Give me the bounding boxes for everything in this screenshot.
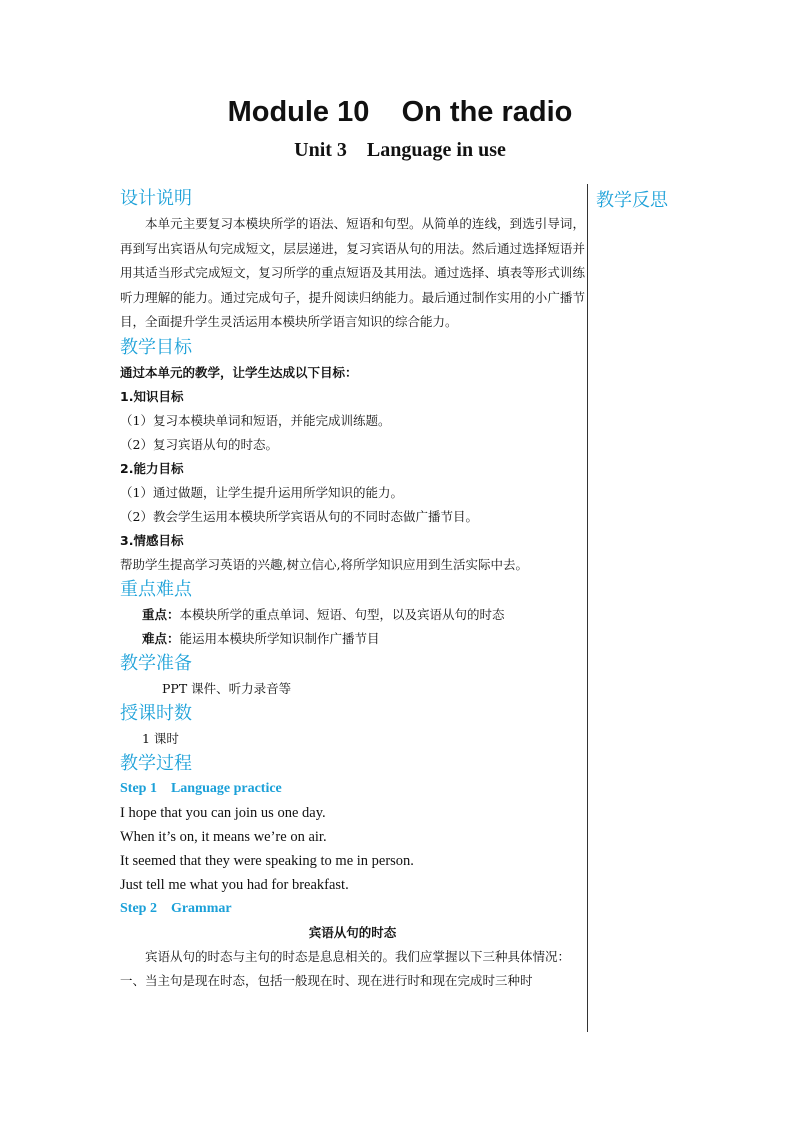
knowledge-goal-item: （2）复习宾语从句的时态。: [120, 436, 278, 452]
step2-heading: Step 2 Grammar: [120, 900, 232, 916]
key-point-text: 本模块所学的重点单词、短语、句型，以及宾语从句的时态: [179, 606, 505, 622]
grammar-paragraph: 宾语从句的时态与主句的时态是息息相关的。我们应掌握以下三种具体情况：: [145, 948, 571, 964]
page-subtitle: Unit 3 Language in use: [294, 139, 506, 161]
design-heading: 设计说明: [120, 188, 192, 209]
step1-heading: Step 1 Language practice: [120, 780, 282, 796]
main-column: [120, 186, 585, 993]
page-title: Module 10 On the radio: [227, 96, 573, 128]
key-point: [120, 603, 585, 627]
key-point-label: 重点：: [142, 606, 180, 622]
emotion-goal-text: 帮助学生提高学习英语的兴趣,树立信心,将所学知识应用到生活实际中去。: [120, 556, 528, 572]
difficult-point-text: 能运用本模块所学知识制作广播节目: [179, 630, 380, 646]
hours-text: 1 课时: [142, 730, 179, 746]
process-heading: 教学过程: [120, 752, 192, 774]
ability-goal-item: （1）通过做题，让学生提升运用所学知识的能力。: [120, 484, 403, 500]
goals-heading: 教学目标: [120, 336, 192, 358]
prep-heading: 教学准备: [120, 652, 192, 674]
practice-sentence: Just tell me what you had for breakfast.: [120, 876, 349, 893]
prep-text: PPT 课件、听力录音等: [162, 680, 292, 696]
ability-goal-title: 2.能力目标: [120, 460, 184, 476]
column-divider: [587, 184, 588, 1032]
design-paragraph: 本单元主要复习本模块所学的语法、短语和句型。从简单的连线，到选引导词，再到写出宾语从句完成短文，层层递进，复习宾语从句的用法。然后通过选择短语并用其适当形式完成短文，复习所学的重点短语及其用法。通过选择、填表等形式训练听力理解的能力。通过完成句子，提升阅读归纳能力。最后通过制作实用的小广播节目，全面提升学生灵活运用本模块所学语言知识的综合能力。: [120, 216, 585, 329]
difficult-point-label: 难点：: [142, 630, 180, 646]
knowledge-goal-title: 1.知识目标: [120, 388, 184, 404]
grammar-point: 一、当主句是现在时态，包括一般现在时、现在进行时和现在完成时三种时: [120, 973, 533, 988]
knowledge-goal-item: （1）复习本模块单词和短语，并能完成训练题。: [120, 412, 391, 428]
hours-heading: 授课时数: [120, 702, 192, 724]
practice-sentence: I hope that you can join us one day.: [120, 804, 326, 821]
practice-sentence: When it’s on, it means we’re on air.: [120, 828, 327, 845]
difficult-point: [120, 627, 585, 651]
reflection-heading: 教学反思: [596, 190, 668, 211]
keypoints-heading: 重点难点: [120, 578, 192, 600]
emotion-goal-title: 3.情感目标: [120, 532, 184, 548]
goals-intro: 通过本单元的教学，让学生达成以下目标：: [120, 364, 358, 380]
ability-goal-item: （2）教会学生运用本模块所学宾语从句的不同时态做广播节目。: [120, 508, 478, 524]
practice-sentence: It seemed that they were speaking to me in person.: [120, 852, 414, 869]
grammar-title: 宾语从句的时态: [308, 924, 397, 940]
